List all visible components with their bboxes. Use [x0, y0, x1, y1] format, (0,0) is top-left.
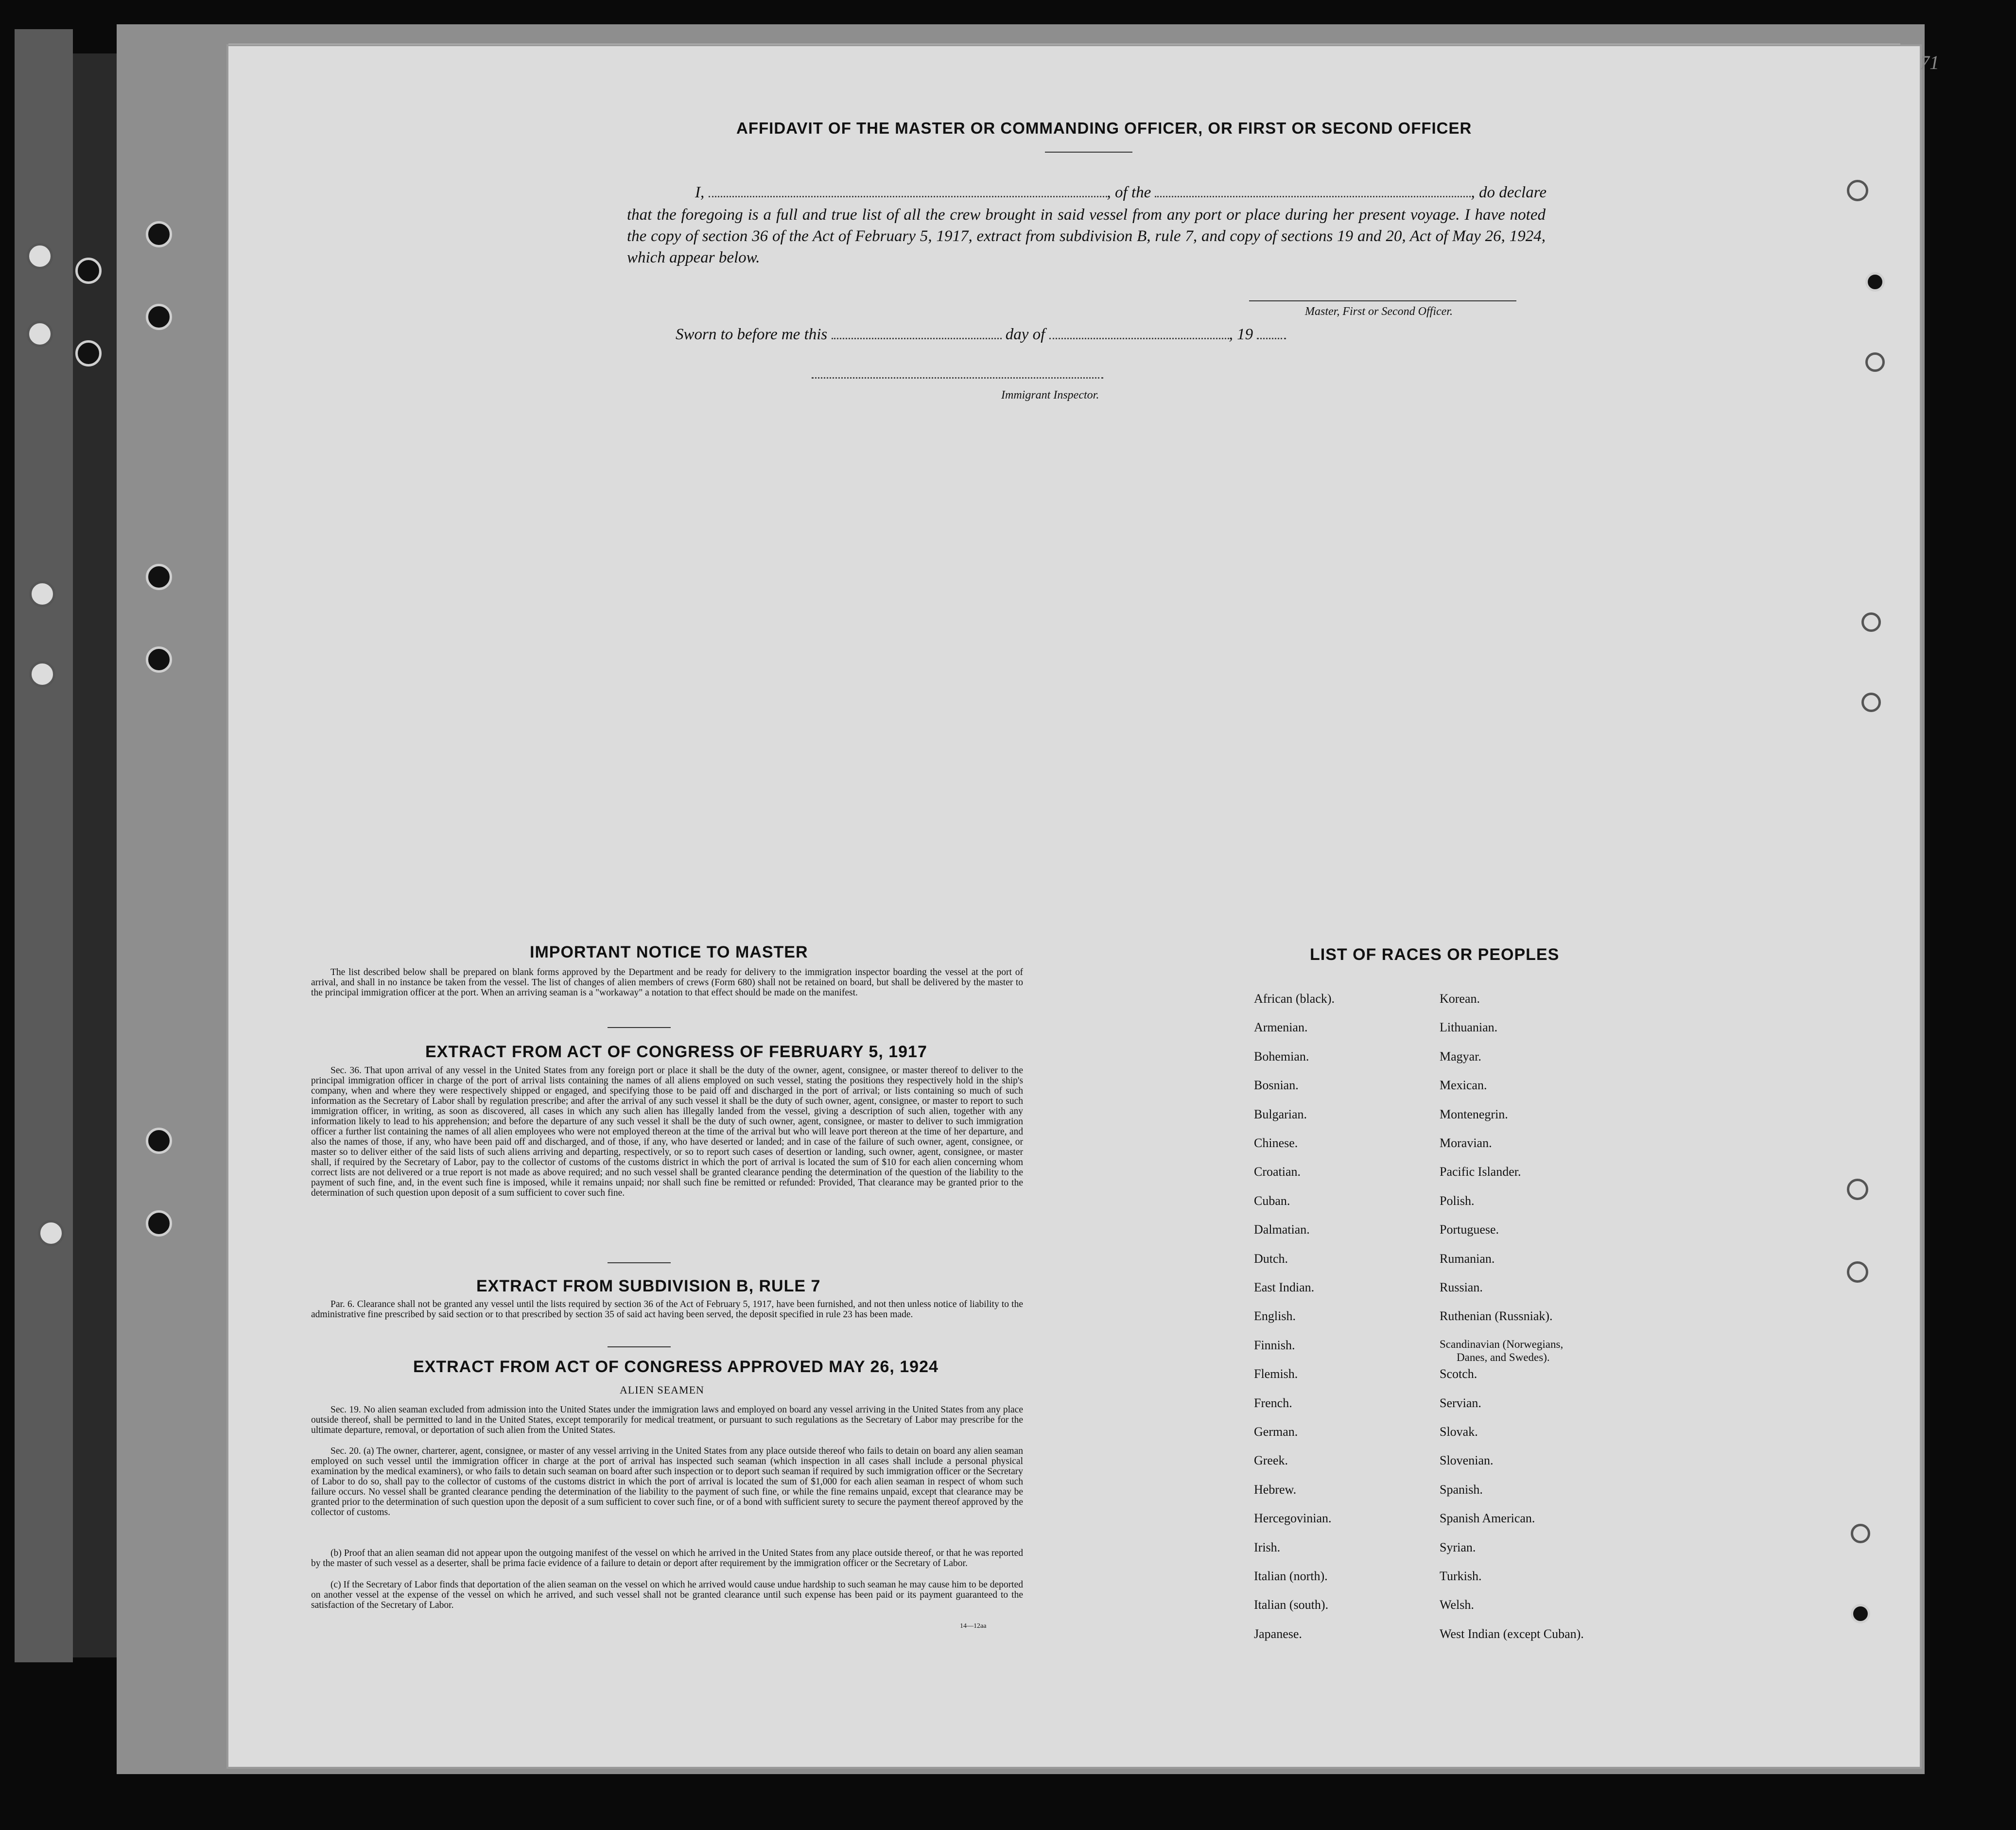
sheet-hole	[1861, 612, 1881, 632]
race-item: Polish.	[1440, 1194, 1475, 1208]
affidavit-line1	[695, 182, 1547, 203]
sworn-day-blank[interactable]	[832, 325, 1002, 339]
sec20b-text: (b) Proof that an alien seaman did not appear upon the outgoing manifest of the vessel on which he arrived in the United States from any place outside thereof, or that he was reported by the master of such vessel as a deserter, shall be prima facie evidence of a failure to detain or deport after requirement by the immigration officer or the Secretary of Labor.	[311, 1548, 1023, 1569]
race-item: Italian (south).	[1254, 1598, 1329, 1612]
punch-hole	[146, 304, 172, 330]
race-item: Hebrew.	[1254, 1482, 1297, 1497]
sworn-year: , 19	[1229, 326, 1253, 343]
race-item: Syrian.	[1440, 1540, 1476, 1554]
print-code: 14—12aa	[960, 1622, 987, 1630]
binder-hole	[29, 661, 55, 687]
binder-hole	[27, 321, 53, 347]
title-rule	[1045, 152, 1132, 153]
notice-body: The list described below shall be prepared on blank forms approved by the Department and be ready for delivery to the immigration inspector boarding the vessel at the port of arrival, and shall in no instance be taken from the vessel. The list of changes of alien members of crews (Form 680) shall not be retained on board, but shall be delivered by the master to the principal immigration officer at the port. When an arriving seaman is a "workaway" a notation to that effect should be made on the manifest.	[311, 967, 1023, 998]
sworn-prefix: Sworn to before me this	[676, 326, 828, 343]
binder-hole	[27, 243, 53, 269]
affidavit-title: AFFIDAVIT OF THE MASTER OR COMMANDING OFFICER, OR FIRST OR SECOND OFFICER	[736, 119, 1472, 137]
race-item: Hercegovinian.	[1254, 1511, 1332, 1525]
race-item: Slovenian.	[1440, 1453, 1494, 1467]
sheet-hole	[1865, 272, 1885, 292]
vessel-name-blank[interactable]	[1155, 183, 1471, 197]
race-item: Japanese.	[1254, 1627, 1302, 1641]
race-item: Spanish.	[1440, 1482, 1483, 1497]
sheet-hole	[1847, 1261, 1868, 1283]
notice-rule	[608, 1027, 671, 1028]
race-item: Portuguese.	[1440, 1222, 1499, 1237]
race-item: Spanish American.	[1440, 1511, 1535, 1525]
sec20a-text: Sec. 20. (a) The owner, charterer, agent, consignee, or master of any vessel arriving in the United States from any place outside thereof who fails to detain on board any alien seaman employed on such vessel until the immigration officer in charge at the port of arrival has inspected such seaman (which inspection in all cases shall include a personal physical examination by the medical examiners), or who fails to detain such seaman on board after such inspection or to deport such seaman if required by such immigration officer or the Secretary of Labor to do so, shall pay to the collector of customs of the customs district in which the port of arrival is located the sum of $1,000 for each alien seaman in respect of whom such failure occurs. No vessel shall be granted clearance pending the determination of the liability to the payment of such fine, or while the fine remains unpaid, except that clearance may be granted prior to the determination of such question upon the deposit of a sum sufficient to cover such fine, or of a bond with sufficient surety to secure the payment thereof approved by the collector of customs.	[311, 1446, 1023, 1517]
sworn-day-of: day of	[1005, 326, 1045, 343]
sheet-hole	[1847, 180, 1868, 201]
master-caption: Master, First or Second Officer.	[1305, 305, 1453, 318]
sheet-hole	[1851, 1604, 1870, 1623]
race-item: Dutch.	[1254, 1252, 1288, 1266]
punch-hole	[146, 564, 172, 590]
race-item: Dalmatian.	[1254, 1222, 1310, 1237]
affidavit-i: I,	[695, 184, 705, 201]
race-item: Ruthenian (Russniak).	[1440, 1309, 1553, 1323]
race-item: Russian.	[1440, 1280, 1483, 1294]
binder-hole	[38, 1220, 64, 1246]
races-title: LIST OF RACES OR PEOPLES	[1310, 945, 1560, 964]
extract-1917-title: EXTRACT FROM ACT OF CONGRESS OF FEBRUARY 5, 1917	[425, 1043, 927, 1061]
race-item: Moravian.	[1440, 1136, 1492, 1150]
race-item: Turkish.	[1440, 1569, 1482, 1583]
binder-hole	[29, 581, 55, 607]
punch-hole	[146, 1128, 172, 1154]
race-item: Rumanian.	[1440, 1252, 1495, 1266]
race-item: Scotch.	[1440, 1367, 1477, 1381]
punch-hole	[75, 258, 102, 284]
race-item: Cuban.	[1254, 1194, 1290, 1208]
race-item: Finnish.	[1254, 1338, 1295, 1352]
race-item: East Indian.	[1254, 1280, 1315, 1294]
race-item: Croatian.	[1254, 1165, 1301, 1179]
punch-hole	[146, 646, 172, 673]
sworn-month-blank[interactable]	[1049, 325, 1229, 339]
page-mark: 71	[1920, 52, 1939, 73]
race-item: Bulgarian.	[1254, 1107, 1307, 1121]
sheet-hole	[1861, 693, 1881, 712]
sworn-year-blank[interactable]	[1257, 325, 1286, 339]
race-item: Magyar.	[1440, 1049, 1481, 1063]
extract-1924-title: EXTRACT FROM ACT OF CONGRESS APPROVED MAY 26, 1924	[413, 1358, 938, 1376]
extract-rule7-body: Par. 6. Clearance shall not be granted any vessel until the lists required by section 36 of the Act of February 5, 1917, have been furnished, and not then unless notice of liability to the administrative fine prescribed by said section or to that prescribed by section 35 of said act having been served, the deposit specified in rule 23 has been made.	[311, 1299, 1023, 1320]
race-item: Montenegrin.	[1440, 1107, 1508, 1121]
race-item: West Indian (except Cuban).	[1440, 1627, 1584, 1641]
binder-strip	[15, 29, 73, 1662]
master-name-blank[interactable]	[709, 183, 1107, 197]
race-item: Irish.	[1254, 1540, 1281, 1554]
race-item: Scandinavian (Norwegians,	[1440, 1338, 1564, 1350]
race-item: Armenian.	[1254, 1020, 1308, 1034]
race-item: Chinese.	[1254, 1136, 1298, 1150]
sec19-text: Sec. 19. No alien seaman excluded from admission into the United States under the immigration laws and employed on board any vessel arriving in the United States from any place outside thereof, shall be permitted to land in the United States, except temporarily for medical treatment, or pursuant to such regulations as the Secretary of Labor may prescribe for the ultimate departure, removal, or deportation of such alien from the United States.	[311, 1405, 1023, 1435]
race-item: Mexican.	[1440, 1078, 1487, 1092]
race-item: Servian.	[1440, 1396, 1481, 1410]
sheet-hole	[1847, 1179, 1868, 1200]
extract-rule7-title: EXTRACT FROM SUBDIVISION B, RULE 7	[476, 1277, 821, 1295]
sheet-hole	[1851, 1524, 1870, 1543]
race-item: Welsh.	[1440, 1598, 1474, 1612]
of-the-label: , of the	[1107, 184, 1151, 201]
race-item: Bohemian.	[1254, 1049, 1309, 1063]
race-item: Italian (north).	[1254, 1569, 1328, 1583]
affidavit-body: that the foregoing is a full and true list of all the crew brought in said vessel from any port or place during her present voyage. I have noted the copy of section 36 of the Act of February 5, 1917, extract from subdivision B, rule 7, and copy of sections 19 and 20, Act of May 26, 1924, which appear below.	[627, 206, 1546, 266]
extract-1917-body: Sec. 36. That upon arrival of any vessel in the United States from any foreign port or place it shall be the duty of the owner, agent, consignee, or master thereof to deliver to the principal immigration officer in charge of the port of arrival lists containing the names of all aliens employed on such vessel, stating the positions they respectively hold in the ship's company, when and where they were respectively shipped or engaged, and specifying those to be paid off and discharged in the port of arrival; or lists containing so much of such information as the Secretary of Labor shall by regulation prescribe; and after the arrival of any such vessel it shall be the duty of such owner, agent, consignee, or master to report to such immigration officer, in writing, as soon as discovered, all cases in which any such alien has illegally landed from the vessel, giving a description of such alien, together with any information likely to lead to his apprehension; and before the departure of any such vessel it shall be the duty of such owner, agent, consignee, or master to deliver to such immigration officer a further list containing the names of all alien employees who were not employed thereon at the time of the arrival but who will leave port thereon at the time of her departure, and also the names of those, if any, who have been paid off and discharged, and of those, if any, who have deserted or landed; and in case of the failure of such owner, agent, consignee, or master so to deliver either of the said lists of such aliens arriving and departing, respectively, or so to report such cases of desertion or landing, such owner, agent, consignee, or master shall, if required by the Secretary of Labor, pay to the collector of customs of the customs district in which the port of arrival is located the sum of $10 for each alien concerning whom correct lists are not delivered or a true report is not made as above required; and no such vessel shall be granted clearance pending the determination of the question of the liability to the payment of such fine, and, in the event such fine is imposed, while it remains unpaid; nor shall such fine be remitted or refunded: Provided, That clearance may be granted prior to the determination of such question upon deposit of a sum sufficient to cover such fine.	[311, 1065, 1023, 1198]
inspector-caption: Immigrant Inspector.	[1001, 389, 1099, 401]
race-item: Lithuanian.	[1440, 1020, 1498, 1034]
race-item: English.	[1254, 1309, 1296, 1323]
race-item: Greek.	[1254, 1453, 1288, 1467]
extract-1924-subtitle: ALIEN SEAMEN	[620, 1384, 704, 1396]
race-item-continuation: Danes, and Swedes).	[1457, 1351, 1550, 1363]
race-item: German.	[1254, 1425, 1298, 1439]
sworn-line	[676, 324, 1286, 345]
master-signature-line[interactable]	[1249, 300, 1516, 301]
race-item: Pacific Islander.	[1440, 1165, 1521, 1179]
extract-1917-rule	[608, 1262, 671, 1263]
race-item: African (black).	[1254, 992, 1335, 1006]
race-item: Bosnian.	[1254, 1078, 1299, 1092]
notice-title: IMPORTANT NOTICE TO MASTER	[530, 943, 808, 961]
punch-hole	[146, 1210, 172, 1237]
binder-edge	[73, 53, 117, 1657]
race-item: French.	[1254, 1396, 1292, 1410]
race-item: Slovak.	[1440, 1425, 1478, 1439]
declare-label: , do declare	[1471, 184, 1547, 201]
punch-hole	[146, 221, 172, 247]
inspector-signature-line[interactable]	[812, 377, 1103, 379]
race-item: Flemish.	[1254, 1367, 1298, 1381]
sheet-hole	[1865, 352, 1885, 372]
race-item: Korean.	[1440, 992, 1480, 1006]
punch-hole	[75, 340, 102, 366]
sec20c-text: (c) If the Secretary of Labor finds that deportation of the alien seaman on the vessel on which he arrived would cause undue hardship to such seaman he may cause him to be deported on another vessel at the expense of the vessel on which he arrived, and such vessel shall not be granted clearance until such expense has been paid or its payment guaranteed to the satisfaction of the Secretary of Labor.	[311, 1580, 1023, 1610]
extract-rule7-rule	[608, 1346, 671, 1347]
